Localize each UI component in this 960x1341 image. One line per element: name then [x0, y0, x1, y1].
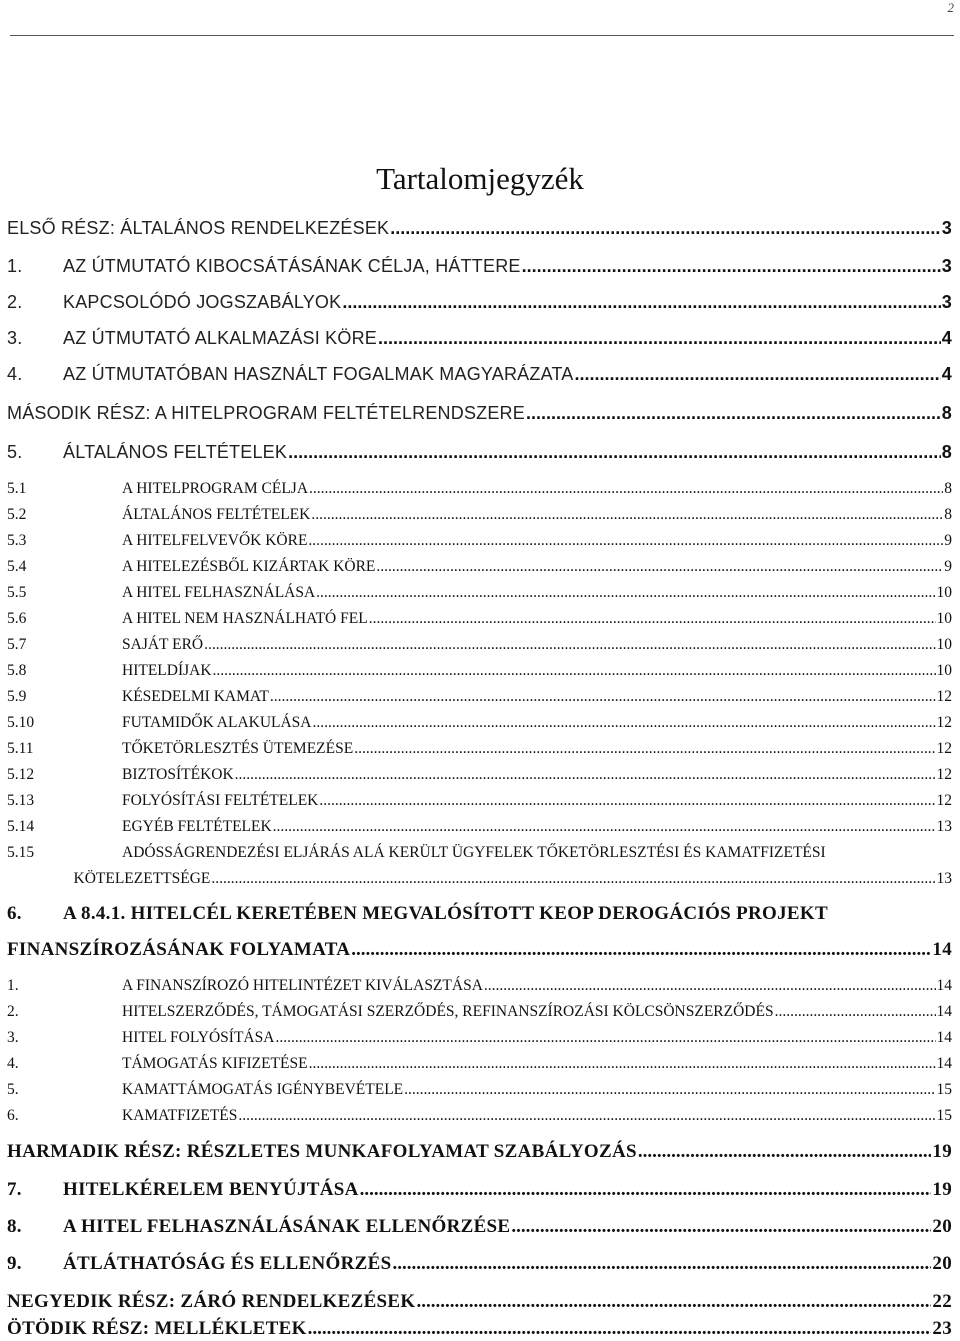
dot-leader: [376, 558, 943, 576]
toc-entry-page: 14: [936, 1055, 952, 1072]
dot-leader: [404, 1081, 935, 1099]
toc-entry-label: HITELDÍJAK: [122, 662, 212, 679]
toc-entry-number: 5.: [7, 442, 23, 462]
dot-leader: [273, 818, 936, 836]
toc-entry-continuation[interactable]: [7, 939, 952, 961]
toc-entry[interactable]: [7, 1081, 952, 1099]
toc-entry-label: A HITEL NEM HASZNÁLHATÓ FEL: [122, 610, 368, 627]
dot-leader: [522, 256, 941, 277]
toc-entry-number: 5.3: [7, 532, 27, 549]
dot-leader: [308, 1318, 932, 1340]
toc-entry[interactable]: [7, 1253, 952, 1275]
toc-entry-label: HITELSZERZŐDÉS, TÁMOGATÁSI SZERZŐDÉS, REFINANSZÍROZÁSI KÖLCSÖNSZERZŐDÉS: [122, 1003, 774, 1020]
toc-entry-page: 8: [944, 480, 952, 497]
toc-entry-label: AZ ÚTMUTATÓBAN HASZNÁLT FOGALMAK MAGYARÁZATA: [63, 364, 574, 384]
toc-entry-page: 20: [932, 1253, 952, 1274]
toc-entry[interactable]: [7, 1055, 952, 1073]
toc-entry-page: 12: [936, 740, 952, 757]
toc-entry-number: 4.: [7, 1055, 19, 1072]
dot-leader: [238, 1107, 935, 1125]
toc-entry-page: 8: [944, 506, 952, 523]
toc-entry-label: ÁLTALÁNOS FELTÉTELEK: [122, 506, 311, 523]
toc-entry-number: 5.1: [7, 480, 27, 497]
toc-entry-page: 4: [941, 364, 952, 384]
toc-entry[interactable]: [7, 766, 952, 784]
toc-entry-page: 9: [944, 532, 952, 549]
toc-entry[interactable]: [7, 480, 952, 498]
toc-entry-page: 3: [941, 292, 952, 312]
toc-entry-label: A HITEL FELHASZNÁLÁSA: [122, 584, 316, 601]
toc-entry[interactable]: [7, 1029, 952, 1047]
toc-entry-page: 3: [941, 256, 952, 276]
toc-entry[interactable]: [7, 558, 952, 576]
dot-leader: [213, 662, 936, 680]
dot-leader: [204, 636, 935, 654]
toc-entry-label: EGYÉB FELTÉTELEK: [122, 818, 272, 835]
toc-entry-number: 5.4: [7, 558, 27, 575]
toc-entry-page: 14: [936, 1029, 952, 1046]
toc-entry-label: ÁTLÁTHATÓSÁG ÉS ELLENŐRZÉS: [63, 1253, 392, 1274]
dot-leader: [316, 584, 935, 602]
toc-entry-page: 14: [932, 939, 952, 960]
toc-entry-label: KAMATFIZETÉS: [122, 1107, 238, 1124]
toc-entry-page: 19: [932, 1141, 952, 1162]
toc-entry-number: 5.11: [7, 740, 34, 757]
page-number: 2: [947, 0, 954, 15]
dot-leader: [270, 688, 936, 706]
toc-entry[interactable]: [7, 688, 952, 706]
toc-entry-page: 19: [932, 1179, 952, 1200]
toc-entry-label: SAJÁT ERŐ: [122, 636, 204, 653]
toc-entry-page: 15: [936, 1081, 952, 1098]
toc-entry[interactable]: [7, 584, 952, 602]
toc-entry-label: A HITELFELVEVŐK KÖRE: [122, 532, 308, 549]
toc-entry[interactable]: [7, 403, 952, 424]
toc-entry[interactable]: [7, 1179, 952, 1201]
dot-leader: [390, 218, 941, 239]
toc-entry-number: 5.8: [7, 662, 27, 679]
toc-entry[interactable]: [7, 1003, 952, 1021]
toc-entry-label: ÖTÖDIK RÉSZ: MELLÉKLETEK: [7, 1318, 307, 1339]
dot-leader: [308, 532, 943, 550]
toc-entry-page: 13: [936, 818, 952, 835]
toc-entry[interactable]: [7, 610, 952, 628]
toc-entry[interactable]: [7, 1291, 952, 1313]
toc-entry-label: FOLYÓSÍTÁSI FELTÉTELEK: [122, 792, 319, 809]
toc-entry-number: 4.: [7, 364, 23, 384]
toc-entry-label: AZ ÚTMUTATÓ KIBOCSÁTÁSÁNAK CÉLJA, HÁTTERE: [63, 256, 521, 276]
toc-entry-page: 10: [936, 662, 952, 679]
dot-leader: [275, 1029, 935, 1047]
toc-entry-page: 23: [932, 1318, 952, 1339]
toc-entry-label: HITELKÉRELEM BENYÚJTÁSA: [63, 1179, 359, 1200]
toc-entry-number: 5.6: [7, 610, 27, 627]
toc-entry[interactable]: [7, 977, 952, 995]
dot-leader: [392, 1253, 931, 1275]
toc-entry-number: 5.5: [7, 584, 27, 601]
toc-entry-page: 10: [936, 610, 952, 627]
toc-entry-label: FINANSZÍROZÁSÁNAK FOLYAMATA: [7, 939, 351, 960]
toc-entry-number: 5.12: [7, 766, 35, 783]
toc-entry[interactable]: [7, 328, 952, 349]
toc-entry-number: 6.: [7, 903, 22, 924]
dot-leader: [775, 1003, 936, 1021]
toc-entry[interactable]: [7, 636, 952, 654]
toc-entry-number: 5.9: [7, 688, 27, 705]
toc-entry-label: ADÓSSÁGRENDEZÉSI ELJÁRÁS ALÁ KERÜLT ÜGYFELEK TŐKETÖRLESZTÉSI ÉS KAMATFIZETÉSI: [122, 844, 826, 861]
toc-entry[interactable]: [7, 792, 952, 810]
toc-entry-page: 10: [936, 584, 952, 601]
toc-entry-number: 5.7: [7, 636, 27, 653]
toc-entry-label: NEGYEDIK RÉSZ: ZÁRÓ RENDELKEZÉSEK: [7, 1291, 416, 1312]
toc-entry[interactable]: [7, 740, 952, 758]
toc-entry-page: 20: [932, 1216, 952, 1237]
toc-entry-number: 2.: [7, 1003, 19, 1020]
toc-entry[interactable]: [7, 818, 952, 836]
toc-entry-label: KAMATTÁMOGATÁS IGÉNYBEVÉTELE: [122, 1081, 404, 1098]
toc-entry-number: 3.: [7, 1029, 19, 1046]
toc-entry[interactable]: [7, 1318, 952, 1340]
dot-leader: [351, 939, 931, 961]
page-title: Tartalomjegyzék: [376, 160, 584, 196]
toc-entry[interactable]: [7, 218, 952, 239]
toc-entry-page: 14: [936, 1003, 952, 1020]
toc-entry-page: 12: [936, 714, 952, 731]
dot-leader: [378, 328, 941, 349]
dot-leader: [369, 610, 936, 628]
toc-entry-page: 13: [936, 870, 952, 887]
dot-leader: [511, 1216, 931, 1238]
toc-entry-number: 5.15: [7, 844, 35, 861]
toc-entry[interactable]: [7, 1107, 952, 1125]
dot-leader: [313, 714, 936, 732]
dot-leader: [342, 292, 940, 313]
dot-leader: [309, 480, 943, 498]
toc-entry-label: A 8.4.1. HITELCÉL KERETÉBEN MEGVALÓSÍTOTT KEOP DEROGÁCIÓS PROJEKT: [63, 903, 828, 924]
toc-entry-label: TŐKETÖRLESZTÉS ÜTEMEZÉSE: [122, 740, 354, 757]
toc-entry[interactable]: [7, 364, 952, 385]
toc-entry[interactable]: [7, 903, 952, 925]
toc-entry[interactable]: [7, 292, 952, 313]
dot-leader: [484, 977, 936, 995]
toc-entry-continuation[interactable]: [7, 870, 952, 888]
toc-entry[interactable]: [7, 256, 952, 277]
dot-leader: [526, 403, 941, 424]
toc-entry[interactable]: [7, 532, 952, 550]
toc-entry[interactable]: [7, 442, 952, 463]
toc-entry-number: 5.14: [7, 818, 35, 835]
toc-entry-label: FUTAMIDŐK ALAKULÁSA: [122, 714, 312, 731]
toc-entry-label: A FINANSZÍROZÓ HITELINTÉZET KIVÁLASZTÁSA: [122, 977, 483, 994]
toc-entry-label: BIZTOSÍTÉKOK: [122, 766, 234, 783]
toc-entry-label: MÁSODIK RÉSZ: A HITELPROGRAM FELTÉTELRENDSZERE: [7, 403, 525, 423]
toc-entry[interactable]: [7, 714, 952, 732]
dot-leader: [354, 740, 935, 758]
toc-entry-page: 8: [941, 403, 952, 423]
toc-entry-page: 12: [936, 792, 952, 809]
toc-entry-label: HARMADIK RÉSZ: RÉSZLETES MUNKAFOLYAMAT SZABÁLYOZÁS: [7, 1141, 637, 1162]
toc-entry-label: TÁMOGATÁS KIFIZETÉSE: [122, 1055, 308, 1072]
toc-entry-number: 7.: [7, 1179, 22, 1200]
toc-entry-number: 6.: [7, 1107, 19, 1124]
toc-entry-page: 22: [932, 1291, 952, 1312]
toc-entry-number: 1.: [7, 977, 19, 994]
toc-entry-label: A HITELEZÉSBŐL KIZÁRTAK KÖRE: [122, 558, 376, 575]
toc-entry-label: KÉSEDELMI KAMAT: [122, 688, 269, 705]
toc-entry-page: 14: [936, 977, 952, 994]
dot-leader: [416, 1291, 931, 1313]
toc-entry[interactable]: [7, 662, 952, 680]
toc-entry-page: 9: [944, 558, 952, 575]
dot-leader: [309, 1055, 936, 1073]
toc-entry-label: ÁLTALÁNOS FELTÉTELEK: [63, 442, 288, 462]
toc-entry-page: 3: [941, 218, 952, 238]
toc-entry-number: 5.2: [7, 506, 27, 523]
dot-leader: [211, 870, 935, 888]
toc-entry[interactable]: [7, 844, 952, 862]
toc-entry-label: KÖTELEZETTSÉGE: [73, 870, 211, 887]
toc-entry-label: HITEL FOLYÓSÍTÁSA: [122, 1029, 275, 1046]
toc-entry-number: 5.: [7, 1081, 19, 1098]
header-rule: [10, 35, 954, 36]
toc-entry-label: A HITEL FELHASZNÁLÁSÁNAK ELLENŐRZÉSE: [63, 1216, 511, 1237]
toc-entry[interactable]: [7, 506, 952, 524]
toc-entry-page: 12: [936, 688, 952, 705]
toc-entry-number: 8.: [7, 1216, 22, 1237]
toc-entry[interactable]: [7, 1141, 952, 1163]
toc-entry-label: KAPCSOLÓDÓ JOGSZABÁLYOK: [63, 292, 342, 312]
toc-entry-page: 4: [941, 328, 952, 348]
dot-leader: [311, 506, 943, 524]
toc-entry-page: 8: [941, 442, 952, 462]
toc-entry-label: A HITELPROGRAM CÉLJA: [122, 480, 309, 497]
toc-entry-page: 12: [936, 766, 952, 783]
toc-entry[interactable]: [7, 1216, 952, 1238]
toc-entry-number: 1.: [7, 256, 23, 276]
toc-entry-label: ELSŐ RÉSZ: ÁLTALÁNOS RENDELKEZÉSEK: [7, 218, 390, 238]
toc-entry-number: 2.: [7, 292, 23, 312]
dot-leader: [638, 1141, 932, 1163]
toc-entry-number: 9.: [7, 1253, 22, 1274]
dot-leader: [319, 792, 935, 810]
dot-leader: [288, 442, 941, 463]
toc-entry-page: 10: [936, 636, 952, 653]
dot-leader: [235, 766, 936, 784]
toc-entry-number: 5.13: [7, 792, 35, 809]
toc-entry-number: 5.10: [7, 714, 35, 731]
dot-leader: [360, 1179, 932, 1201]
toc-entry-label: AZ ÚTMUTATÓ ALKALMAZÁSI KÖRE: [63, 328, 377, 348]
dot-leader: [575, 364, 941, 385]
toc-entry-number: 3.: [7, 328, 23, 348]
toc-entry-page: 15: [936, 1107, 952, 1124]
